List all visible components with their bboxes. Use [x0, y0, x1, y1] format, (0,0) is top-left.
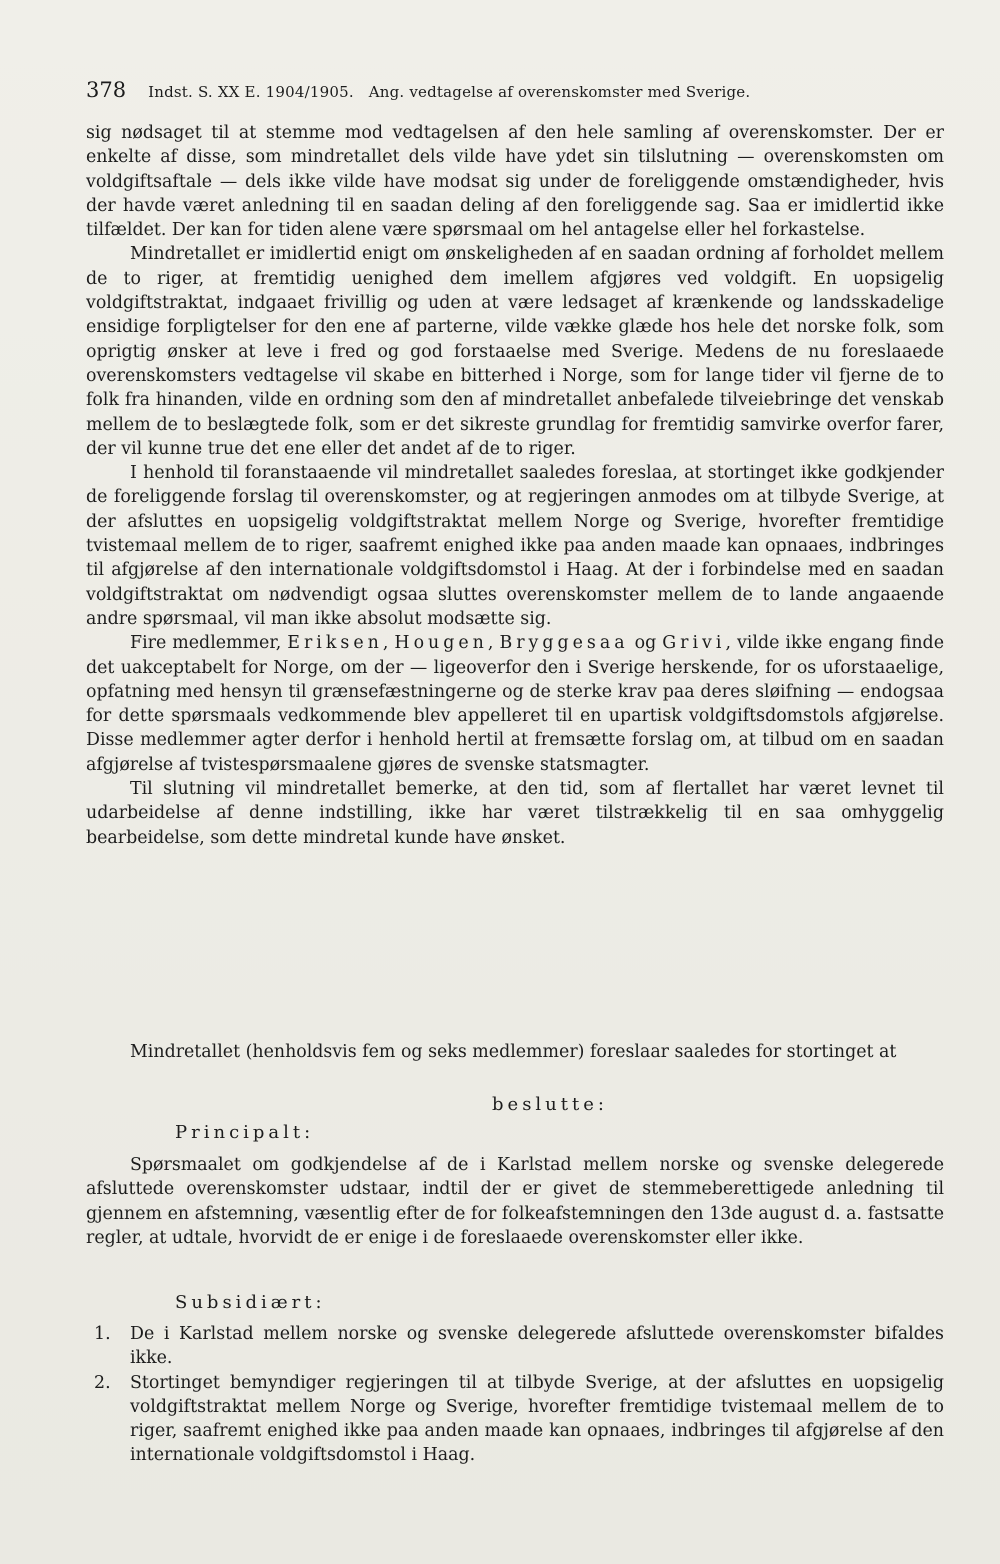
list-item-text: Stortinget bemyndiger regjeringen til at tilbyde Sverige, at der afsluttes en uopsigelig voldgiftstraktat mellem Norge og Sverige, hvorefter fremtidige tvistemaal mellem de to riger, saafremt enighed ikke paa anden maade kan opnaaes, indbringes til afgjørelse af den internationale voldgiftsdomstol i Haag.: [130, 1372, 944, 1466]
paragraph-text: ,: [382, 633, 395, 654]
beslutte-heading: beslutte:: [492, 1094, 608, 1115]
member-name: Hougen: [394, 633, 488, 654]
subsidiary-list: [86, 1322, 944, 1468]
paragraph-text: ,: [487, 633, 500, 654]
paragraph-text: , vilde ikke engang finde det uakceptabelt for Norge, om der — ligeoverfor den i Sverige herskende, for os uforstaaelige, opfatning med hensyn til grænsefæstningerne og de sterke krav paa deres sløifning — endogsaa for dette spørsmaals vedkommende blev appelleret til en upartisk voldgiftsdomstols afgjørelse. Disse medlemmer agter derfor i henhold hertil at fremsætte forslag om, at tilbud om en saadan afgjørelse af tvistespørsmaalene gjøres de svenske statsmagter.: [86, 633, 944, 775]
body-paragraph: [86, 777, 944, 850]
proposal-intro: Mindretallet (henholdsvis fem og seks medlemmer) foreslaar saaledes for stortinget at: [130, 1042, 897, 1062]
member-name: Bryggesaa: [499, 633, 629, 654]
list-item: [86, 1371, 944, 1468]
body-paragraph: [86, 121, 944, 242]
list-item: [86, 1322, 944, 1371]
body-paragraph: [86, 242, 944, 461]
list-item-number: 2.: [94, 1372, 111, 1393]
list-item-number: 1.: [94, 1324, 111, 1344]
list-item-text: De i Karlstad mellem norske og svenske delegerede afsluttede overenskomster bifaldes ikke.: [130, 1324, 944, 1369]
body-paragraph: [86, 631, 944, 777]
paragraph-text: sig nødsaget til at stemme mod vedtagelsen af den hele samling af overenskomster. Der er enkelte af disse, som mindretallet dels vilde have ydet sin tilslutning — overenskomsten om voldgiftsaftale — dels ikke vilde have modsat sig under de foreliggende omstændigheder, hvis der havde været anledning til en saadan deling af den foreliggende sag. Saa er imidlertid ikke tilfældet. Der kan for tiden alene være spørsmaal om hel antagelse eller hel forkastelse.: [86, 123, 944, 241]
paragraph-text: Mindretallet er imidlertid enigt om ønskeligheden af en saadan ordning af forholdet mellem de to riger, at fremtidig uenighed dem imellem afgjøres ved voldgift. En uopsigelig voldgiftstraktat, indgaaet frivillig og uden at være ledsaget af krænkende og landsskadelige ensidige forpligtelser for den ene af parterne, vilde vække glæde hos hele det norske folk, som oprigtig ønsker at leve i fred og god forstaaelse med Sverige. Medens de nu foreslaaede overenskomsters vedtagelse vil skabe en bitterhed i Norge, som for lange tider vil fjerne de to folk fra hinanden, vilde en ordning som den af mindretallet anbefalede tilveiebringe det venskab mellem de to beslægtede folk, som er det sikreste grundlag for fremtidig samvirke overfor farer, der vil kunne true det ene eller det andet af de to riger.: [86, 244, 944, 459]
proposal-intro-block: [86, 1040, 944, 1064]
paragraph-text: og: [628, 633, 663, 654]
member-name: Eriksen: [287, 633, 383, 654]
running-head: [86, 78, 956, 102]
principal-block: [86, 1153, 944, 1250]
subsidiary-heading: Subsidiært:: [175, 1292, 326, 1313]
body-text: [86, 121, 944, 850]
paragraph-text: Til slutning vil mindretallet bemerke, at den tid, som af flertallet har været levnet til udarbeidelse af denne indstilling, ikke har været tilstrækkelig til en saa omhyggelig bearbeidelse, som dette mindretal kunde have ønsket.: [86, 779, 944, 848]
principal-heading: Principalt:: [175, 1122, 315, 1143]
paragraph-text: I henhold til foranstaaende vil mindretallet saaledes foreslaa, at stortinget ikke godkjender de foreliggende forslag til overenskomster, og at regjeringen anmodes om at tilbyde Sverige, at der afsluttes en uopsigelig voldgiftstraktat mellem Norge og Sverige, hvorefter fremtidige tvistemaal mellem de to riger, saafremt enighed ikke paa anden maade kan opnaaes, indbringes til afgjørelse af den internationale voldgiftsdomstol i Haag. At der i forbindelse med en saadan voldgiftstraktat om nødvendigt ogsaa sluttes overenskomster mellem de to lande angaaende andre spørsmaal, vil man ikke absolut modsætte sig.: [86, 463, 944, 629]
body-paragraph: [86, 461, 944, 631]
member-name: Grivi: [662, 633, 726, 654]
header-title: Indst. S. XX E. 1904/1905. Ang. vedtagelse af overenskomster med Sverige.: [148, 83, 751, 101]
principal-text: Spørsmaalet om godkjendelse af de i Karlstad mellem norske og svenske delegerede afsluttede overenskomster udstaar, indtil der er givet de stemmeberettigede anledning til gjennem en afstemning, væsentlig efter de for folkeafstemningen den 13de august d. a. fastsatte regler, at udtale, hvorvidt de er enige i de foreslaaede overenskomster eller ikke.: [86, 1155, 944, 1248]
paragraph-text: Fire medlemmer,: [130, 633, 288, 654]
page-number: 378: [86, 78, 127, 102]
